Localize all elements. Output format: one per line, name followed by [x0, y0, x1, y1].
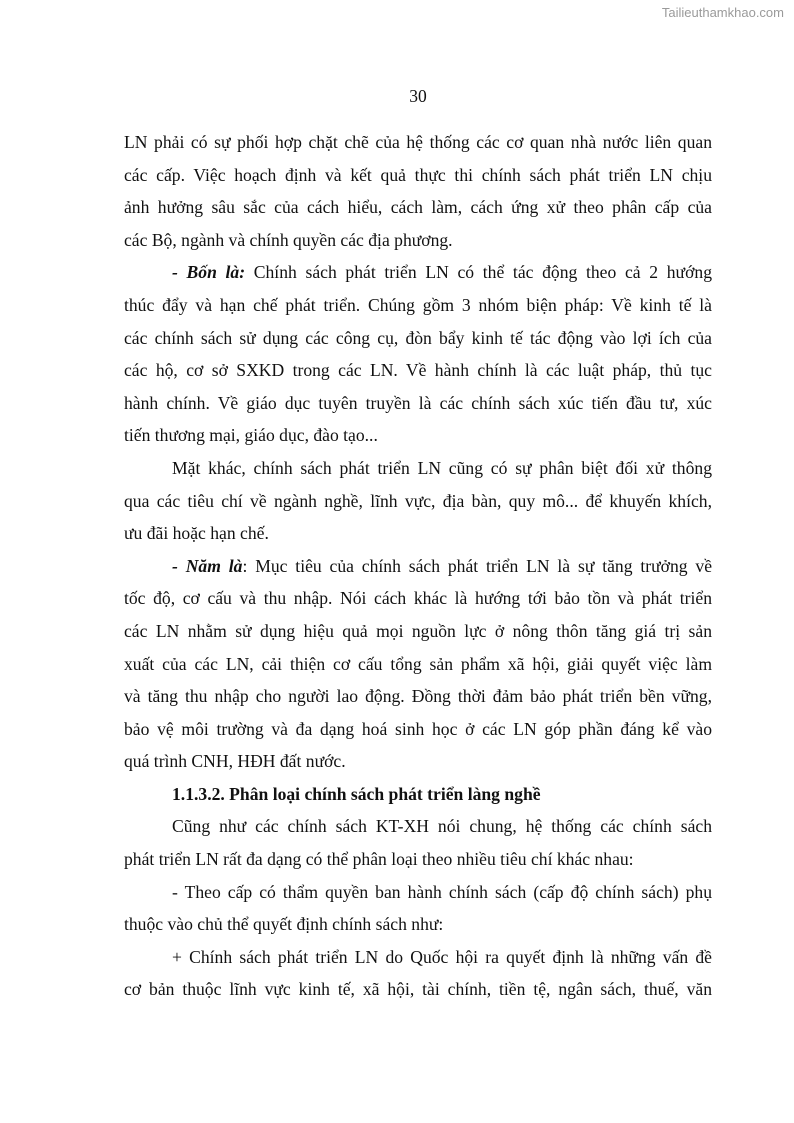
line-text: các cấp. Việc hoạch định và kết quả thực thi chính sách phát triển LN chịu: [124, 164, 712, 185]
line-text: phát triển LN rất đa dạng có thể phân loại theo nhiều tiêu chí khác nhau:: [124, 849, 634, 870]
line-text: 1.1.3.2. Phân loại chính sách phát triển làng nghề: [172, 783, 541, 804]
text-line: [124, 159, 712, 192]
line-text: Chính sách phát triển LN có thể tác động theo cả 2 hướng: [245, 262, 712, 283]
document-body: [124, 126, 712, 1006]
line-text: hành chính. Về giáo dục tuyên truyền là các chính sách xúc tiến đầu tư, xúc: [124, 392, 712, 413]
line-text: tiến thương mại, giáo dục, đào tạo...: [124, 425, 378, 446]
page-number: 30: [409, 86, 427, 106]
text-line: [124, 713, 712, 746]
text-line: [124, 582, 712, 615]
text-line: [124, 810, 712, 843]
line-text: : Mục tiêu của chính sách phát triển LN là sự tăng trưởng về: [242, 555, 713, 576]
line-text: Mặt khác, chính sách phát triển LN cũng có sự phân biệt đối xử thông: [172, 457, 712, 478]
line-text: LN phải có sự phối hợp chặt chẽ của hệ thống các cơ quan nhà nước liên quan: [124, 132, 712, 152]
line-text: thúc đẩy và hạn chế phát triển. Chúng gồm 3 nhóm biện pháp: Về kinh tế là: [124, 294, 712, 315]
text-line: [124, 648, 712, 681]
line-text: ưu đãi hoặc hạn chế.: [124, 523, 269, 544]
text-line: [124, 517, 712, 550]
text-line: [124, 191, 712, 224]
text-line: [124, 224, 712, 257]
text-line: [124, 615, 712, 648]
text-line: [124, 876, 712, 909]
text-line: [124, 973, 712, 1006]
line-text: quá trình CNH, HĐH đất nước.: [124, 751, 346, 772]
text-line: [124, 550, 712, 583]
line-text: các Bộ, ngành và chính quyền các địa phương.: [124, 229, 453, 250]
line-text: - Theo cấp có thẩm quyền ban hành chính sách (cấp độ chính sách) phụ: [172, 881, 712, 902]
line-text: cơ bản thuộc lĩnh vực kinh tế, xã hội, tài chính, tiền tệ, ngân sách, thuế, văn: [124, 979, 712, 1000]
line-text: và tăng thu nhập cho người lao động. Đồng thời đảm bảo phát triển bền vững,: [124, 686, 712, 707]
text-line: [124, 485, 712, 518]
line-text: qua các tiêu chí về ngành nghề, lĩnh vực, địa bàn, quy mô... để khuyến khích,: [124, 490, 712, 511]
text-line: [124, 452, 712, 485]
text-line: [124, 256, 712, 289]
text-line: [124, 126, 712, 159]
line-text: bảo vệ môi trường và đa dạng hoá sinh học ở các LN góp phần đáng kể vào: [124, 718, 712, 739]
text-line: [124, 680, 712, 713]
text-line: [124, 419, 712, 452]
line-text: các LN nhằm sử dụng hiệu quả mọi nguồn lực ở nông thôn tăng giá trị sản: [124, 620, 712, 641]
text-line: [124, 745, 712, 778]
watermark: Tailieuthamkhao.com: [661, 5, 784, 20]
text-line: [124, 941, 712, 974]
section-heading: [124, 778, 712, 811]
line-text: các chính sách sử dụng các công cụ, đòn bẩy kinh tế tác động vào lợi ích của: [124, 327, 712, 348]
line-text: + Chính sách phát triển LN do Quốc hội ra quyết định là những vấn đề: [172, 946, 712, 967]
line-text: xuất của các LN, cải thiện cơ cấu tổng sản phẩm xã hội, giải quyết việc làm: [124, 653, 712, 674]
text-line: [124, 354, 712, 387]
line-text: ảnh hưởng sâu sắc của cách hiểu, cách làm, cách ứng xử theo phân cấp của: [124, 197, 712, 218]
line-text: Cũng như các chính sách KT-XH nói chung, hệ thống các chính sách: [172, 816, 712, 837]
text-line: [124, 908, 712, 941]
text-line: [124, 289, 712, 322]
point-label: - Năm là: [172, 555, 243, 576]
point-label: - Bốn là:: [172, 262, 246, 283]
text-line: [124, 322, 712, 355]
text-line: [124, 843, 712, 876]
text-line: [124, 387, 712, 420]
line-text: thuộc vào chủ thể quyết định chính sách như:: [124, 914, 444, 935]
line-text: tốc độ, cơ cấu và thu nhập. Nói cách khác là hướng tới bảo tồn và phát triển: [124, 588, 712, 609]
line-text: các hộ, cơ sở SXKD trong các LN. Về hành chính là các luật pháp, thủ tục: [124, 360, 712, 381]
